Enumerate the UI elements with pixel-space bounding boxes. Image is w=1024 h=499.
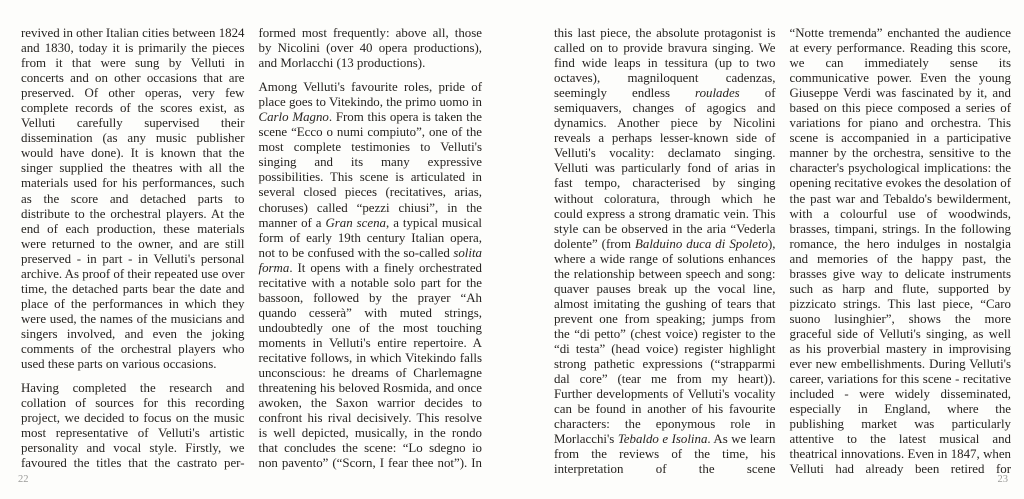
italic-text-run: roulades [695, 86, 740, 101]
text-column-1 [21, 26, 245, 480]
text-run: . From this opera is taken the scene “Ecco o numi compiuto”, one of the most complete testimonies to Velluti's singing and its many expressive possibilities. This scene is articulated in several closed pieces (recitatives, arias, choruses) called “pezzi chiusi”, in the manner of a [258, 110, 482, 230]
italic-text-run: Gran scena [325, 215, 387, 230]
italic-text-run: Balduino duca di Spoleto [635, 236, 768, 251]
text-run: formed most frequently: above all, those by Nicolini (over 40 opera productions), and Morlacchi (13 productions). [258, 26, 482, 71]
text-run: Having completed the research and collation of sources for this recording project, we decided to focus on the music most representative of Velluti's artistic personality and vocal style. Firstly, we favoured the titles that the castrato per- [21, 381, 245, 471]
paragraph [259, 26, 483, 71]
text-run: ), where a wide range of solutions enhances the relationship between speech and song: quaver pauses break up the vocal line, almost imitating the gushing of tears that prevent one from speaking; jumps from the “di petto” (chest voice) register to the “di testa” (head voice) register highlight strong pathetic expressions (“strapparmi dal core” (tear me from my heart)). Further developments of Velluti's vocality can be found in another of his favourite characters: the eponymous role in Morlacchi's [554, 236, 776, 447]
text-run: . It opens with a finely orchestrated recitative with a notable solo part for the bassoon, followed by the prayer “Ah quando cesserà” with muted strings, undoubtedly one of the most touching moments in Velluti's entire repertoire. A recitative follows, in which Vitekindo falls unconscious: he dreams of Charlemagne threatening his beloved Rosmida, and once awoken, the Saxon warrior decides to confront his rival decisively. This resolve is well depicted, musically, in the rondo that concludes the scene: “Lo sdegno io non pavento” (“Scorn, I fear thee not”). In [258, 260, 482, 471]
text-column-2 [259, 26, 483, 480]
italic-text-run: Tebaldo e Isolina [617, 432, 708, 447]
text-run: . As we learn from the reviews of the time, his interpretation of the scene [554, 432, 776, 477]
paragraph [790, 26, 1012, 477]
text-run: , a typical musical form of early 19th century Italian opera, not to be confused with the so-called [258, 215, 482, 260]
text-run: revived in other Italian cities between 1824 and 1830, today it is primarily the pieces from it that were sung by Velluti in concerts and on other occasions that are preserved. Of other operas, very few complete records of the scores exist, as Velluti carefully supervised their dissemination (as any music publisher would have done). It is known that the singer supplied the theatres with all the materials used for his performances, such as the score and detached parts to distribute to the orchestral players. At the end of each production, these materials were returned to the owner, and are still preserved - in part - in Velluti's personal archive. As proof of their repeated use over time, the detached parts bear the date and place of the performances in which they were used, the names of the musicians and singers involved, and even the joking comments of the orchestral players who used these parts on various occasions. [21, 26, 245, 372]
left-page-columns [21, 26, 482, 480]
italic-text-run: Carlo Magno [258, 110, 329, 125]
right-page-columns [554, 26, 1011, 486]
right-page [512, 0, 1024, 499]
text-run: “Notte tremenda” enchanted the audience at every performance. Reading this score, we can immediately sense its communicative power. Even the young Giuseppe Verdi was fascinated by it, and based on this piece composed a series of variations for piano and orchestra. This scene is accompanied in a participative manner by the orchestra, sensitive to the character's psychological implications: the opening recitative evokes the desolation of the past war and Tebaldo's bewilderment, with a colourful use of woodwinds, brasses, timpani, strings. In the following romance, the hero indulges in nostalgia and memories of the happy past, the brasses give way to delicate instruments such as harp and flute, supported by pizzicato strings. This last piece, “Caro suono lusinghier”, shows the more graceful side of Velluti's singing, as well as his proverbial mastery in improvising ever new embellishments. During Velluti's career, variations for this scene - recitative included - were widely disseminated, especially in England, where the publishing market was particularly attentive to the latest musical and theatrical innovations. Even in 1847, when Velluti had already been retired for [789, 26, 1011, 477]
text-column-3 [554, 26, 776, 486]
italic-text-run: solita forma [258, 245, 482, 275]
page-number-left: 22 [18, 474, 29, 485]
paragraph [21, 26, 245, 372]
text-run: Among Velluti's favourite roles, pride of place goes to Vitekindo, the primo uomo in [258, 80, 482, 110]
paragraph [554, 26, 776, 477]
text-column-4 [790, 26, 1012, 486]
text-run: this last piece, the absolute protagonist is called on to provide bravura singing. We find wide leaps in tessitura (up to two octaves), magniloquent cadenzas, seemingly endless [554, 26, 776, 101]
paragraph [21, 381, 245, 471]
text-run: of semiquavers, changes of agogics and dynamics. Another piece by Nicolini reveals a perhaps lesser-known side of Velluti's vocality: declamato singing. Velluti was particularly fond of arias in fast tempo, characterised by singing without coloratura, through which he could express a strong dramatic vein. This style can be observed in the aria “Vederla dolente” (from [554, 86, 776, 251]
paragraph [259, 80, 483, 471]
page-number-right: 23 [997, 474, 1008, 485]
